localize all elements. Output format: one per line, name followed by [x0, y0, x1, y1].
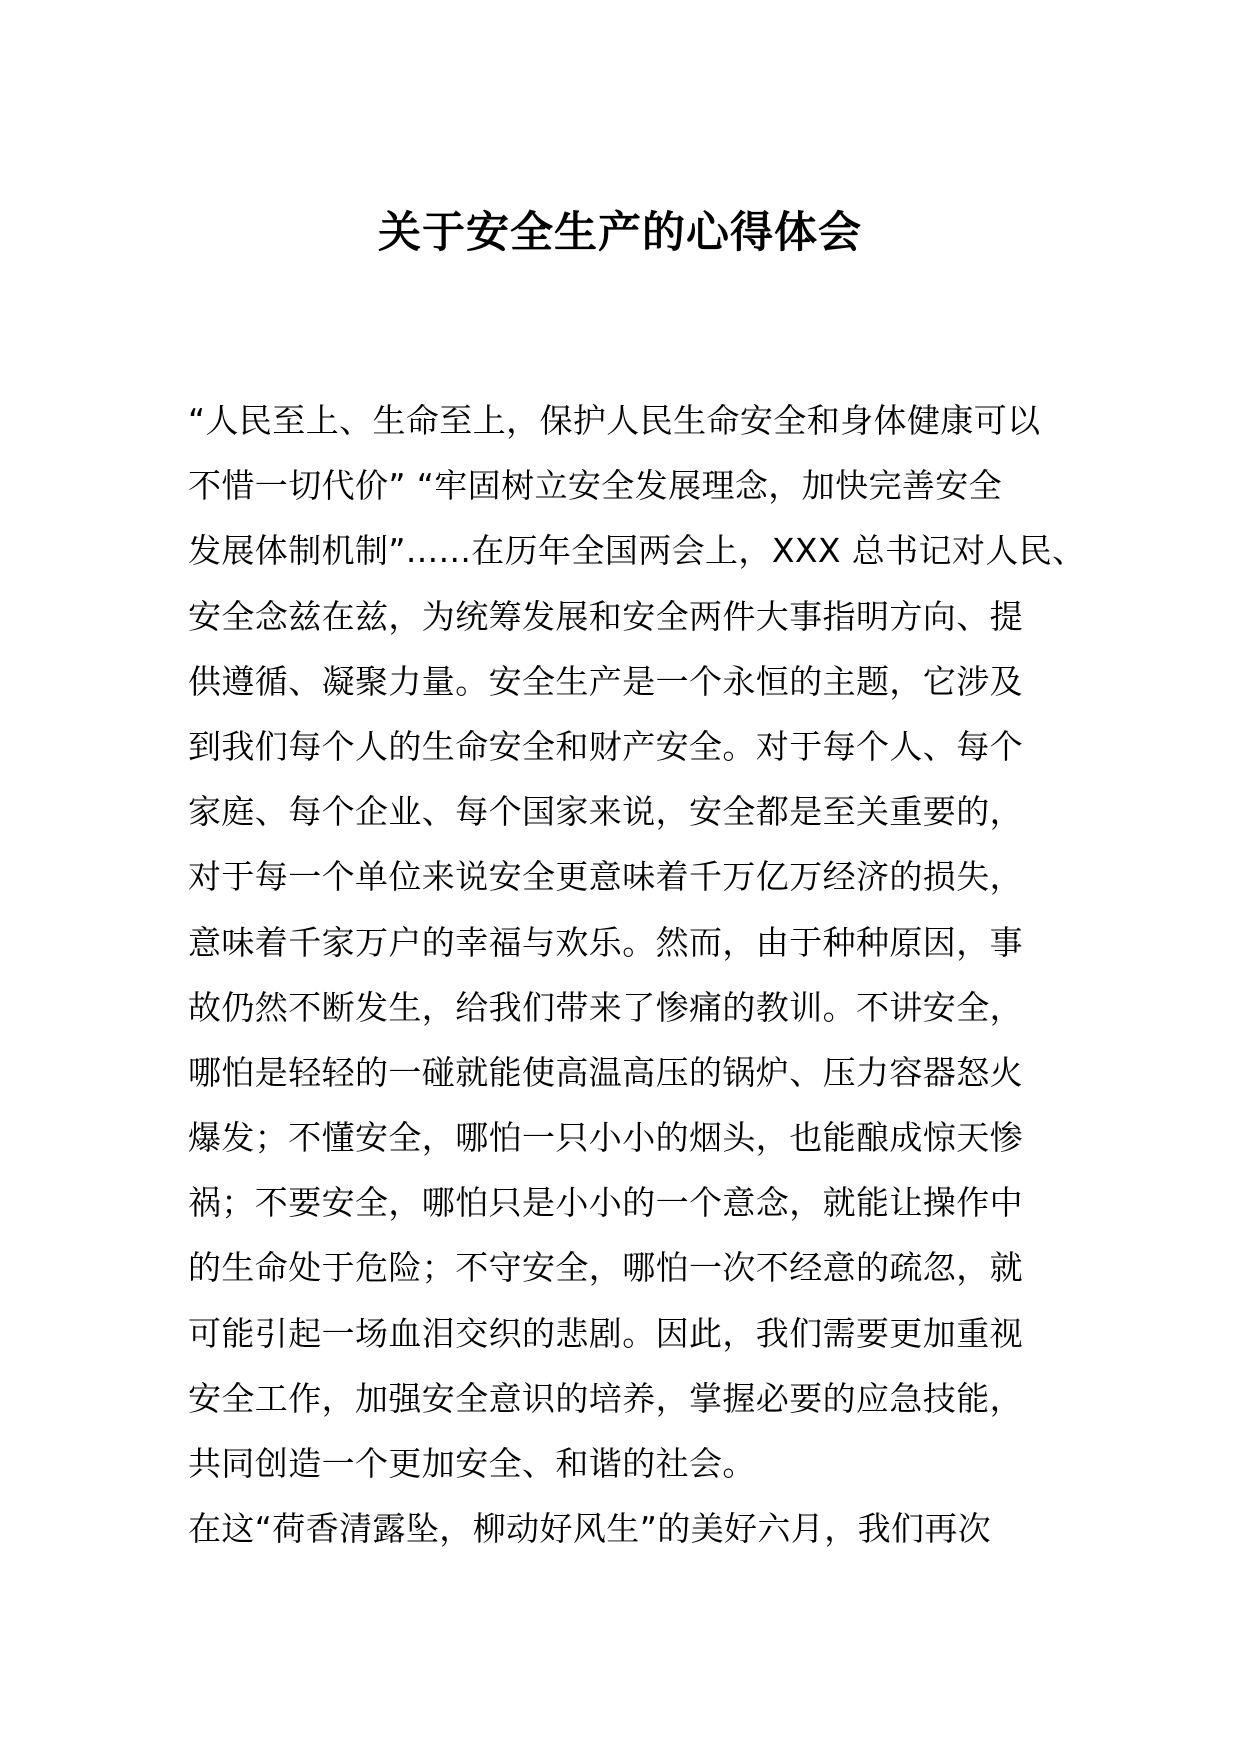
- text-line: 对于每一个单位来说安全更意味着千万亿万经济的损失，: [188, 857, 1023, 897]
- text-line: 可能引起一场血泪交织的悲剧。因此，我们需要更加重视: [188, 1313, 1023, 1353]
- text-line: 家庭、每个企业、每个国家来说，安全都是至关重要的，: [188, 792, 1023, 832]
- text-line: 的生命处于危险；不守安全，哪怕一次不经意的疏忽，就: [188, 1248, 1023, 1288]
- document-body: [188, 388, 1088, 1561]
- text-line: 哪怕是轻轻的一碰就能使高温高压的锅炉、压力容器怒火: [188, 1052, 1023, 1092]
- text-line: 安全工作，加强安全意识的培养，掌握必要的应急技能，: [188, 1378, 1023, 1418]
- text-line: 发展体制机制”......在历年全国两会上，XXX 总书记对人民、: [188, 531, 1086, 571]
- text-line: “人民至上、生命至上，保护人民生命安全和身体健康可以: [188, 401, 1041, 440]
- text-line: 供遵循、凝聚力量。安全生产是一个永恒的主题，它涉及: [188, 661, 1023, 701]
- text-line: 共同创造一个更加安全、和谐的社会。: [188, 1444, 756, 1483]
- text-line: 在这“荷香清露坠，柳动好风生”的美好六月，我们再次: [188, 1509, 992, 1549]
- text-line: 不惜一切代价” “牢固树立安全发展理念，加快完善安全: [188, 466, 1003, 506]
- text-line: 故仍然不断发生，给我们带来了惨痛的教训。不讲安全，: [188, 987, 1023, 1027]
- document-title: 关于安全生产的心得体会: [378, 208, 862, 258]
- text-line: 安全念兹在兹，为统筹发展和安全两件大事指明方向、提: [188, 596, 1023, 636]
- text-line: 意味着千家万户的幸福与欢乐。然而，由于种种原因，事: [188, 922, 1023, 962]
- text-line: 到我们每个人的生命安全和财产安全。对于每个人、每个: [188, 726, 1023, 766]
- text-line: 爆发；不懂安全，哪怕一只小小的烟头，也能酿成惊天惨: [188, 1118, 1023, 1158]
- text-line: 祸；不要安全，哪怕只是小小的一个意念，就能让操作中: [188, 1183, 1023, 1223]
